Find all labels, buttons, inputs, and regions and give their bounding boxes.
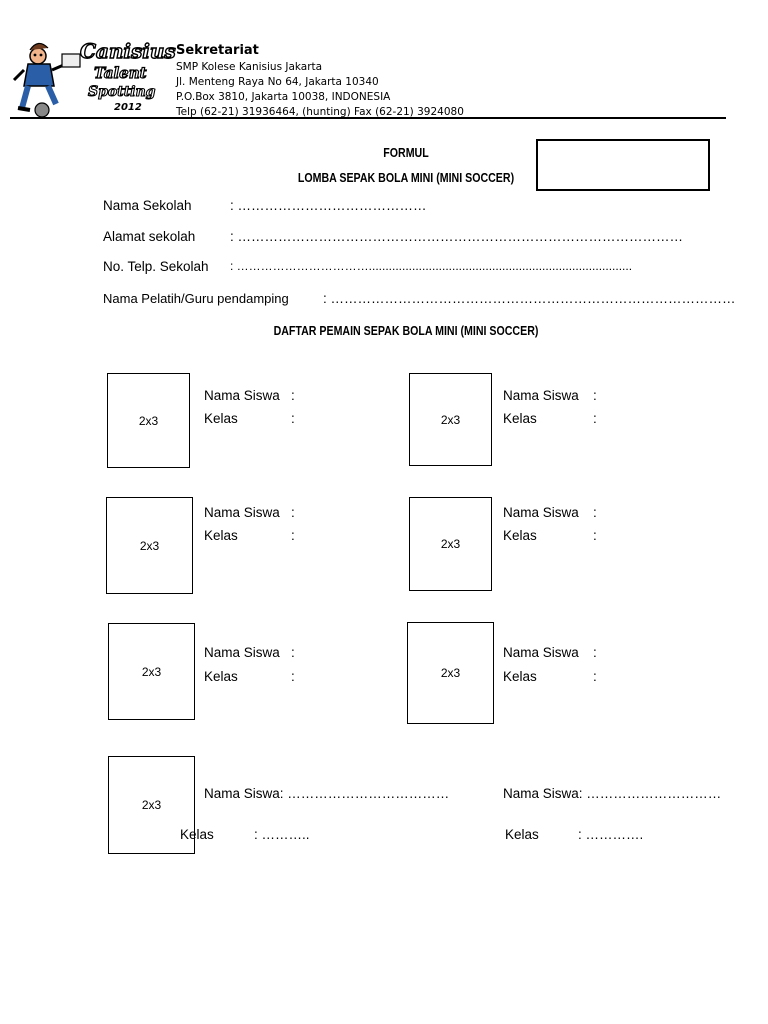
- student-name-label: Nama Siswa: [503, 645, 579, 660]
- svg-text:Spotting: Spotting: [88, 84, 156, 100]
- school-address-field: : ………………………………………………………………………………………: [230, 229, 684, 244]
- school-name-field: : ……………………………………: [230, 198, 427, 213]
- secretariat-title: Sekretariat: [176, 43, 259, 58]
- player-photo-box: 2x3: [108, 623, 195, 720]
- svg-text:Talent: Talent: [94, 64, 147, 82]
- student-name-colon: :: [291, 505, 295, 520]
- secretariat-line-1: SMP Kolese Kanisius Jakarta: [176, 61, 323, 73]
- header-divider: [10, 117, 726, 119]
- student-name-label: Nama Siswa: [204, 505, 280, 520]
- student-class-colon: :: [593, 411, 597, 426]
- student-class-field: : ………..: [254, 827, 310, 842]
- player-photo-box: 2x3: [108, 756, 195, 854]
- secretariat-line-4: Telp (62-21) 31936464, (hunting) Fax (62-21) 3924080: [176, 106, 464, 118]
- canisius-talent-spotting-logo: [10, 34, 176, 120]
- player-photo-box: 2x3: [409, 497, 492, 591]
- student-class-colon: :: [593, 669, 597, 684]
- player-photo-box: 2x3: [409, 373, 492, 466]
- secretariat-line-2: Jl. Menteng Raya No 64, Jakarta 10340: [176, 76, 379, 88]
- student-name-colon: :: [593, 388, 597, 403]
- student-class-label: Kelas: [180, 827, 214, 842]
- form-title-line1: FORMUL: [383, 146, 429, 160]
- student-name-colon: :: [291, 645, 295, 660]
- student-name-label: Nama Siswa: [503, 505, 579, 520]
- school-phone-label: No. Telp. Sekolah: [103, 259, 209, 274]
- student-class-label: Kelas: [204, 528, 238, 543]
- secretariat-line-3: P.O.Box 3810, Jakarta 10038, INDONESIA: [176, 91, 391, 103]
- school-name-label: Nama Sekolah: [103, 198, 192, 213]
- student-name-colon: :: [291, 388, 295, 403]
- student-class-label: Kelas: [503, 669, 537, 684]
- student-name-colon: :: [593, 505, 597, 520]
- student-name-label: Nama Siswa: [204, 388, 280, 403]
- player-photo-box: 2x3: [407, 622, 494, 724]
- student-class-label: Kelas: [503, 528, 537, 543]
- student-class-field: : ………….: [578, 827, 644, 842]
- student-class-label: Kelas: [204, 669, 238, 684]
- student-name-field: Nama Siswa: ………………………………: [204, 786, 450, 801]
- student-name-label: Nama Siswa: [503, 388, 579, 403]
- coach-label: Nama Pelatih/Guru pendamping: [103, 291, 289, 306]
- student-class-colon: :: [291, 528, 295, 543]
- registration-number-box: [536, 139, 710, 191]
- coach-field: : ………………………………………………………………………………: [323, 291, 736, 306]
- player-photo-box: 2x3: [107, 373, 190, 468]
- student-name-colon: :: [593, 645, 597, 660]
- student-name-field: Nama Siswa: …………………………: [503, 786, 722, 801]
- student-class-colon: :: [291, 669, 295, 684]
- players-heading: DAFTAR PEMAIN SEPAK BOLA MINI (MINI SOCCER): [273, 324, 539, 338]
- svg-text:Canisius: Canisius: [80, 39, 176, 63]
- secretariat-line-4-clip: [170, 106, 470, 117]
- student-class-label: Kelas: [505, 827, 539, 842]
- student-class-colon: :: [593, 528, 597, 543]
- student-name-label: Nama Siswa: [204, 645, 280, 660]
- student-class-colon: :: [291, 411, 295, 426]
- school-phone-field: : ……………………………...............................................................................: [230, 259, 633, 273]
- student-class-label: Kelas: [503, 411, 537, 426]
- form-title-line2: LOMBA SEPAK BOLA MINI (MINI SOCCER): [297, 171, 515, 185]
- student-class-label: Kelas: [204, 411, 238, 426]
- player-photo-box: 2x3: [106, 497, 193, 594]
- school-address-label: Alamat sekolah: [103, 229, 196, 244]
- svg-text:2012: 2012: [114, 102, 142, 113]
